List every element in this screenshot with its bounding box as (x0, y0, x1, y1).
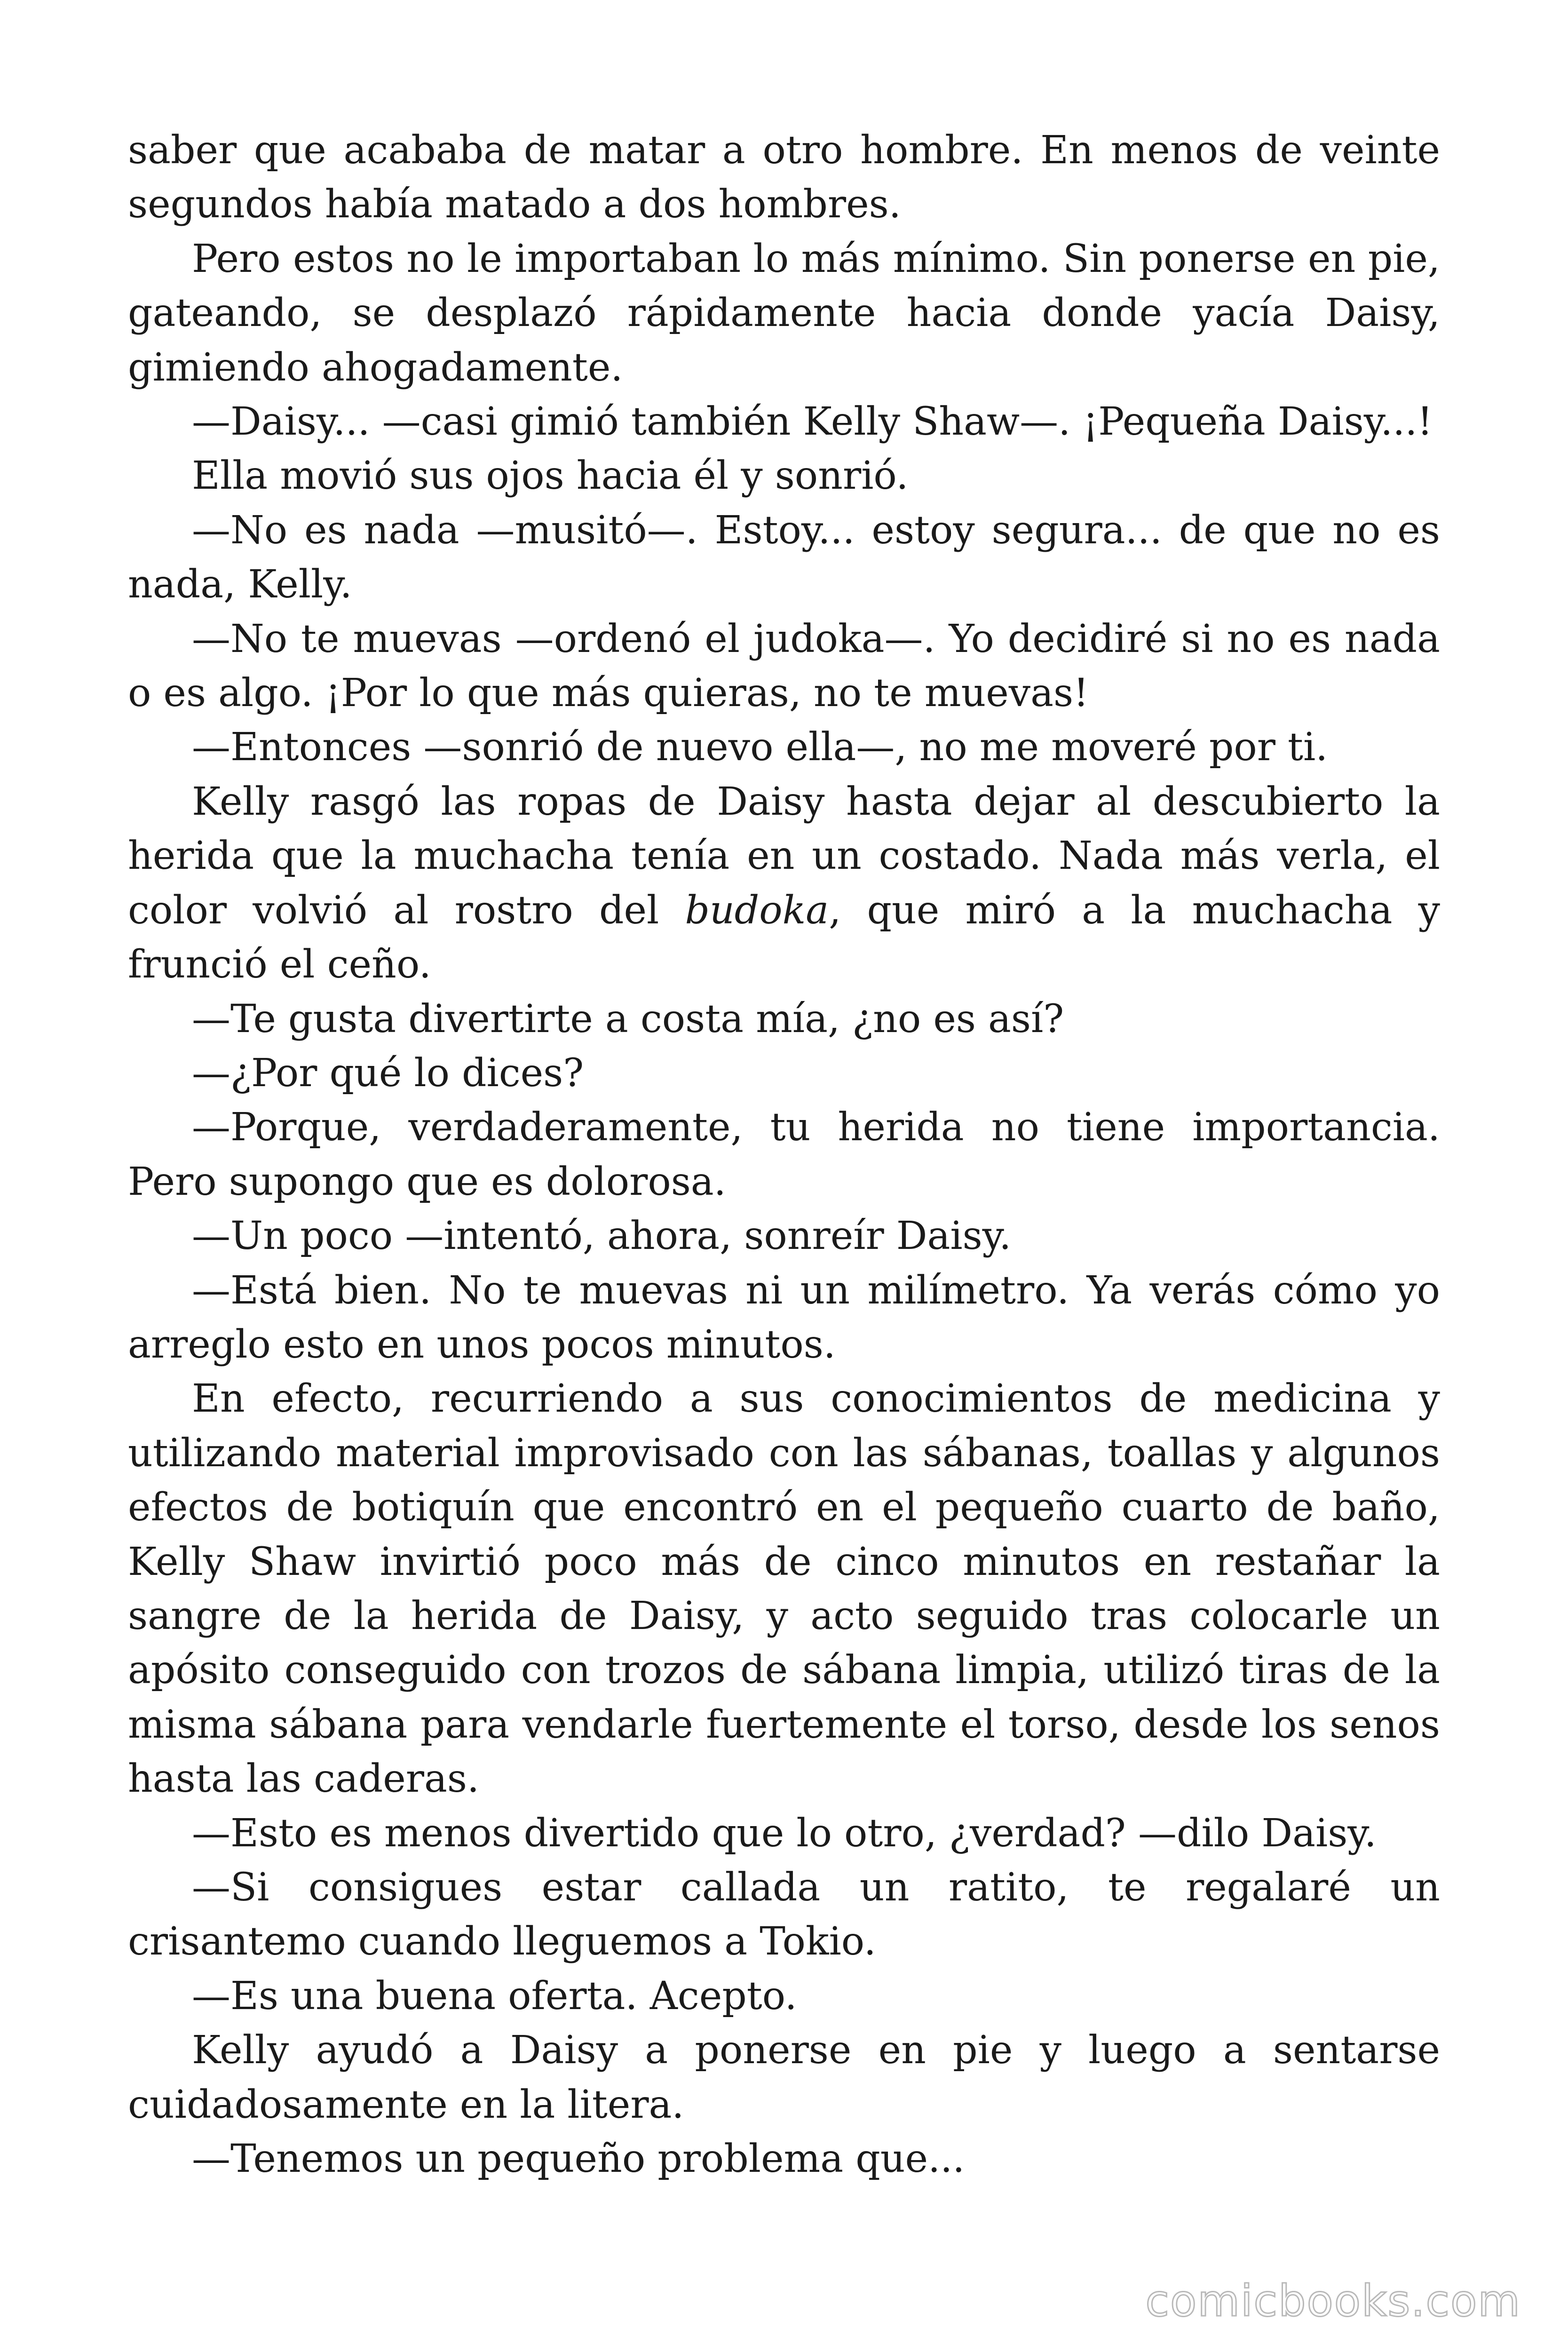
paragraph (128, 1860, 1440, 1969)
italic-term: budoka (685, 888, 829, 933)
paragraph (128, 503, 1440, 612)
text-segment: , que miró a la muchacha y frunció el ceño. (128, 888, 1440, 987)
paragraph (128, 232, 1440, 395)
text-segment: —No es nada —musitó—. Estoy... estoy segura... de que no es nada, Kelly. (128, 508, 1440, 607)
paragraph (128, 720, 1440, 774)
paragraph (128, 2132, 1440, 2186)
text-segment: —Entonces —sonrió de nuevo ella—, no me moveré por ti. (192, 725, 1328, 770)
text-segment: —Te gusta divertirte a costa mía, ¿no es así? (192, 996, 1064, 1041)
paragraph (128, 1806, 1440, 1860)
paragraph (128, 775, 1440, 992)
paragraph (128, 1969, 1440, 2023)
text-segment: Kelly rasgó las ropas de Daisy hasta dejar al descubierto la herida que la muchacha tenía en un costado. Nada más verla, el color volvió al rostro del (128, 779, 1440, 933)
text-segment: —Esto es menos divertido que lo otro, ¿verdad? —dilo Daisy. (192, 1811, 1377, 1856)
paragraph (128, 1046, 1440, 1100)
paragraph (128, 1100, 1440, 1209)
text-segment: —Un poco —intentó, ahora, sonreír Daisy. (192, 1214, 1012, 1259)
paragraph (128, 612, 1440, 721)
text-segment: —Tenemos un pequeño problema que... (192, 2137, 965, 2182)
paragraph (128, 449, 1440, 503)
watermark: comicbooks.com (1145, 2276, 1521, 2326)
paragraph (128, 395, 1440, 449)
paragraph (128, 123, 1440, 232)
text-segment: Kelly ayudó a Daisy a ponerse en pie y luego a sentarse cuidadosamente en la litera. (128, 2028, 1440, 2127)
paragraph (128, 992, 1440, 1046)
text-segment: En efecto, recurriendo a sus conocimientos de medicina y utilizando material improvisado con las sábanas, toallas y algunos efectos de botiquín que encontró en el pequeño cuarto de baño, Kelly Shaw invirtió poco más de cinco minutos en restañar la sangre de la herida de Daisy, y acto seguido tras colocarle un apósito conseguido con trozos de sábana limpia, utilizó tiras de la misma sábana para vendarle fuertemente el torso, desde los senos hasta las caderas. (128, 1376, 1440, 1802)
text-segment: —Está bien. No te muevas ni un milímetro. Ya verás cómo yo arreglo esto en unos pocos minutos. (128, 1268, 1440, 1367)
paragraph (128, 1372, 1440, 1806)
text-segment: —Es una buena oferta. Acepto. (192, 1973, 797, 2018)
text-segment: —¿Por qué lo dices? (192, 1050, 584, 1096)
body-text (128, 123, 1440, 2186)
text-segment: Ella movió sus ojos hacia él y sonrió. (192, 453, 909, 499)
paragraph (128, 1263, 1440, 1372)
paragraph (128, 1209, 1440, 1263)
text-segment: saber que acababa de matar a otro hombre. En menos de veinte segundos había matado a dos hombres. (128, 128, 1440, 227)
text-segment: —No te muevas —ordenó el judoka—. Yo decidiré si no es nada o es algo. ¡Por lo que más quieras, no te muevas! (128, 616, 1440, 716)
text-segment: —Si consigues estar callada un ratito, te regalaré un crisantemo cuando lleguemos a Tokio. (128, 1865, 1440, 1964)
text-segment: —Daisy... —casi gimió también Kelly Shaw—. ¡Pequeña Daisy...! (192, 399, 1433, 445)
paragraph (128, 2023, 1440, 2132)
text-segment: Pero estos no le importaban lo más mínimo. Sin ponerse en pie, gateando, se desplazó rápidamente hacia donde yacía Daisy, gimiendo ahogadamente. (128, 236, 1440, 390)
text-segment: —Porque, verdaderamente, tu herida no tiene importancia. Pero supongo que es dolorosa. (128, 1105, 1440, 1204)
